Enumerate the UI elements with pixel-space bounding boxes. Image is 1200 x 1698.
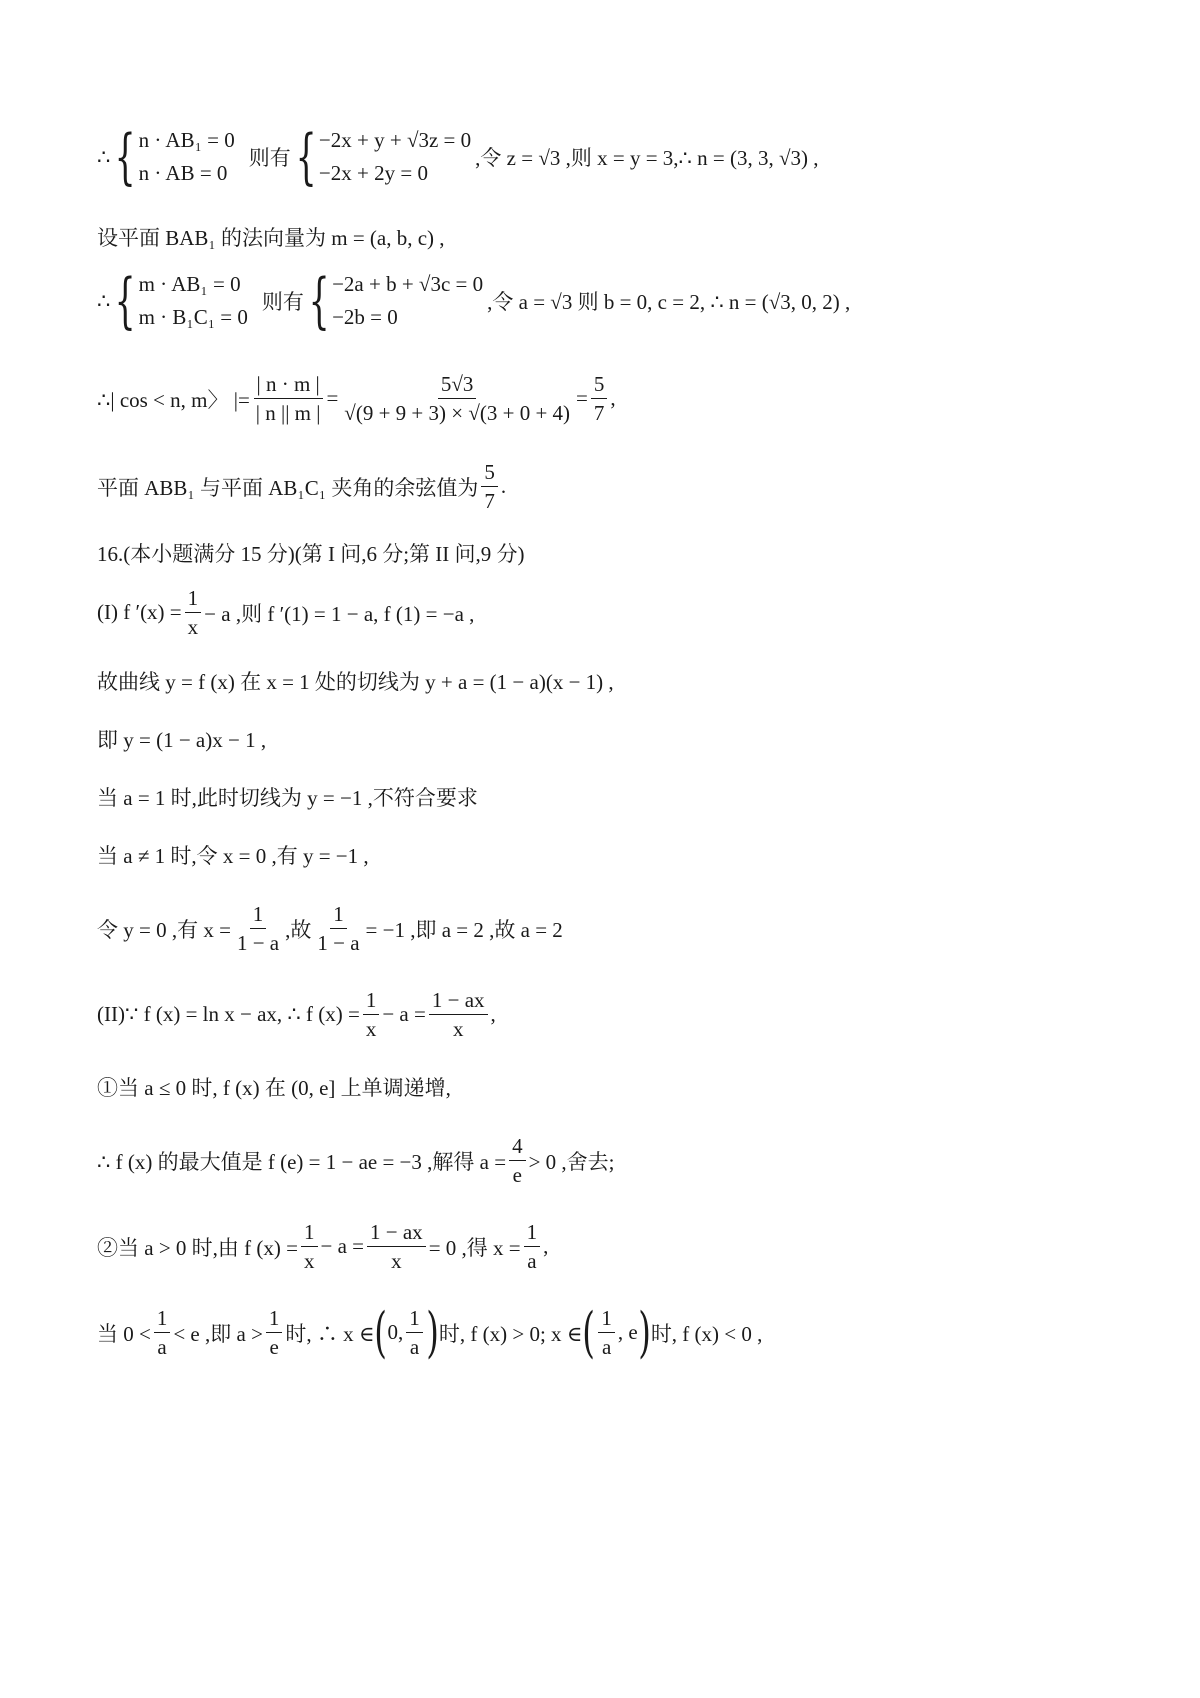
line-text: (I) f ′(x) = <box>97 600 182 625</box>
line-text: 当 0 < <box>97 1321 151 1346</box>
fraction-numerator: 1 <box>598 1306 615 1333</box>
fraction <box>154 1306 171 1359</box>
fraction-denominator: a <box>157 1335 167 1360</box>
fraction-denominator: x <box>391 1249 402 1274</box>
fraction-numerator: 4 <box>509 1134 526 1161</box>
left-brace: { <box>308 266 330 336</box>
line-text: ∴ f (x) 的最大值是 f (e) = 1 − ae = −3 ,解得 a = <box>97 1149 507 1174</box>
fraction-numerator: | n · m | <box>254 372 323 399</box>
fraction <box>406 1306 423 1359</box>
fraction-denominator: x <box>187 615 199 640</box>
line-case-1: ①当 a ≤ 0 时, f (x) 在 (0, e] 上单调递增, <box>97 1076 451 1100</box>
fraction <box>314 902 362 955</box>
system-eq: n · AB₁ = 0 <box>138 128 235 152</box>
fraction <box>481 460 498 513</box>
line-text: 时, ∴ x ∈ <box>285 1321 375 1346</box>
right-paren: ) <box>637 1301 651 1365</box>
fraction <box>266 1306 283 1359</box>
fraction-numerator: 1 <box>363 988 380 1015</box>
line-normal-vector-m <box>97 266 851 336</box>
line-tail: ,令 z = √3 ,则 x = y = 3,∴ n = (3, 3, √3) , <box>475 146 819 170</box>
fraction <box>363 988 380 1041</box>
left-brace: { <box>114 266 136 336</box>
fraction-numerator: 5√3 <box>438 372 477 399</box>
fraction <box>341 372 573 425</box>
line-part1-derivative <box>97 586 474 639</box>
line-part2-derivative <box>97 988 496 1041</box>
fraction-denominator: x <box>365 1017 377 1042</box>
fraction-numerator: 1 <box>185 586 202 613</box>
fraction <box>429 988 488 1041</box>
equation-system-1 <box>139 128 235 186</box>
line-text: , <box>543 1234 549 1259</box>
fraction-denominator: a <box>409 1335 420 1360</box>
fraction-numerator: 1 <box>524 1220 541 1247</box>
equation-system-2 <box>319 128 471 186</box>
line-case-2 <box>97 1220 548 1273</box>
fraction-numerator: 1 − ax <box>429 988 488 1015</box>
left-paren: ( <box>582 1301 596 1365</box>
fraction-denominator: x <box>304 1249 315 1274</box>
line-text: = 0 ,得 x = <box>428 1235 521 1260</box>
line-case-a-neq-1: 当 a ≠ 1 时,令 x = 0 ,有 y = −1 , <box>97 844 369 868</box>
fraction-denominator: 7 <box>593 401 605 426</box>
fraction <box>509 1134 526 1187</box>
fraction-denominator: x <box>452 1017 464 1042</box>
line-tail: . <box>500 474 507 499</box>
line-case-2-intervals <box>97 1301 763 1365</box>
line-cosine: ∴| cos < n, m〉 |= $\frac{| n \cdot m |}{| n || m |}$ = $\frac{5√3}{√(9 + 9 + 3) \times √(3 + 0 + 4)}$ = $\frac{5}{7}$ , <box>97 372 616 426</box>
fraction-numerator: 1 − ax <box>367 1220 426 1247</box>
fraction-denominator: 1 − a <box>236 931 280 956</box>
fraction-denominator: e <box>269 1335 279 1360</box>
system-eq: −2x + y + √3z = 0 <box>318 128 472 152</box>
fraction <box>598 1306 615 1359</box>
right-paren: ) <box>426 1301 439 1365</box>
fraction-numerator: 1 <box>406 1306 423 1333</box>
problem-16-heading: 16.(本小题满分 15 分)(第 I 问,6 分;第 II 问,9 分) <box>97 542 525 566</box>
fraction-denominator: e <box>512 1163 522 1188</box>
fraction <box>591 372 608 425</box>
line-text: = −1 ,即 a = 2 ,故 a = 2 <box>365 917 563 942</box>
therefore-symbol: ∴ <box>97 288 111 313</box>
fraction-numerator: 1 <box>330 902 347 929</box>
line-text: < e ,即 a > <box>173 1321 263 1346</box>
system-eq: m · AB₁ = 0 <box>138 272 241 296</box>
line-text: ,故 <box>285 917 312 942</box>
fraction <box>367 1220 426 1273</box>
fraction <box>524 1220 541 1273</box>
fraction-numerator: 5 <box>481 460 498 487</box>
line-angle-cosine <box>97 460 506 513</box>
line-text: ②当 a > 0 时,由 f (x) = <box>97 1235 298 1260</box>
cos-lhs: ∴| cos < n, m〉 |= <box>97 387 250 412</box>
fraction-denominator: 1 − a <box>317 931 360 956</box>
interval-part: , e <box>617 1320 638 1345</box>
fraction-denominator: 7 <box>484 489 495 514</box>
line-tail: ,令 a = √3 则 b = 0, c = 2, ∴ n = (√3, 0, 2) , <box>487 290 851 314</box>
text-zeyou: 则有 <box>248 146 291 170</box>
fraction <box>234 902 282 955</box>
interval-part: 0, <box>387 1320 404 1345</box>
line-text: 平面 ABB₁ 与平面 AB₁C₁ 夹角的余弦值为 <box>97 475 479 500</box>
line-text: 时, f (x) > 0; x ∈ <box>438 1321 583 1346</box>
system-eq: −2a + b + √3c = 0 <box>332 272 484 296</box>
fraction <box>301 1220 318 1273</box>
line-text: − a ,则 f ′(1) = 1 − a, f (1) = −a , <box>204 601 475 626</box>
therefore-symbol: ∴ <box>97 144 111 169</box>
fraction <box>185 586 202 639</box>
fraction-numerator: 5 <box>591 372 608 399</box>
left-paren: ( <box>374 1301 388 1365</box>
line-plane-bab1: 设平面 BAB₁ 的法向量为 m = (a, b, c) , <box>97 226 445 250</box>
line-case-a-eq-1: 当 a = 1 时,此时切线为 y = −1 ,不符合要求 <box>97 786 478 810</box>
fraction-numerator: 1 <box>154 1306 171 1333</box>
fraction-denominator: a <box>527 1249 537 1274</box>
fraction-numerator: 1 <box>301 1220 318 1247</box>
line-text: > 0 ,舍去; <box>528 1149 615 1174</box>
line-tangent: 故曲线 y = f (x) 在 x = 1 处的切线为 y + a = (1 − a)(x − 1) , <box>97 670 614 694</box>
text-zeyou: 则有 <box>261 290 304 314</box>
left-brace: { <box>295 122 317 192</box>
line-text: , <box>490 1002 496 1027</box>
fraction <box>253 372 324 425</box>
system-eq: n · AB = 0 <box>138 161 228 185</box>
system-eq: m · B₁C₁ = 0 <box>138 305 248 329</box>
fraction-denominator: a <box>601 1335 612 1360</box>
line-intercept <box>97 902 563 955</box>
fraction-denominator: | n || m | <box>255 401 321 426</box>
line-text: 时, f (x) < 0 , <box>650 1321 763 1346</box>
line-text: (II)∵ f (x) = ln x − ax, ∴ f (x) = <box>97 1002 360 1027</box>
system-eq: −2b = 0 <box>332 305 398 329</box>
line-case-1-max <box>97 1134 615 1187</box>
line-tangent-simplified: 即 y = (1 − a)x − 1 , <box>97 728 267 752</box>
line-text: − a = <box>320 1234 365 1259</box>
fraction-denominator: √(9 + 9 + 3) × √(3 + 0 + 4) <box>344 401 571 426</box>
fraction-numerator: 1 <box>266 1306 283 1333</box>
system-eq: −2x + 2y = 0 <box>318 161 428 185</box>
line-text: 令 y = 0 ,有 x = <box>97 917 231 942</box>
left-brace: { <box>114 122 136 192</box>
line-text: − a = <box>382 1002 426 1027</box>
equation-system-3 <box>139 272 248 330</box>
equation-system-4 <box>332 272 483 330</box>
line-tail: , <box>610 386 616 411</box>
fraction-numerator: 1 <box>250 902 267 929</box>
line-normal-vector-n <box>97 122 819 192</box>
